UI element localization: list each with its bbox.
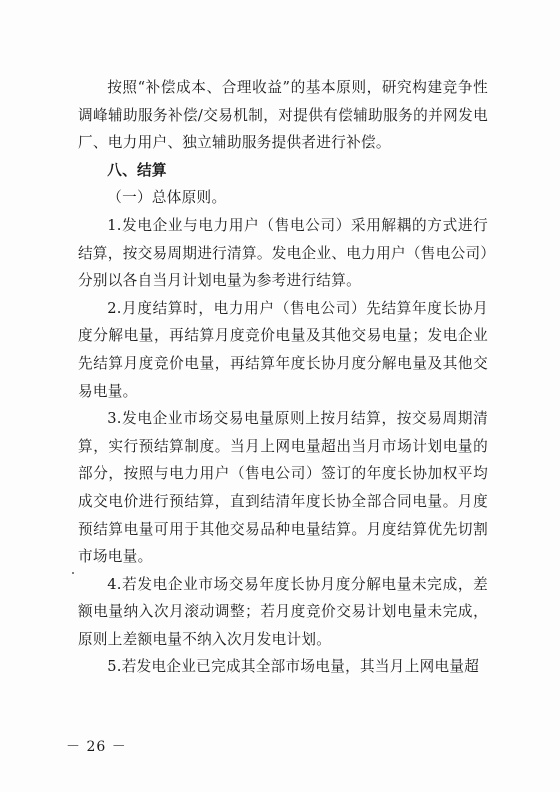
section-heading-settlement: 八、结算 (107, 161, 167, 179)
document-body (78, 74, 488, 681)
paragraph-item-3: 3.发电企业市场交易电量原则上按月结算，按交易周期清算，实行预结算制度。当月上网电量超出当月市场计划电量的部分，按照与电力用户（售电公司）签订的年度长协加权平均成交电价进行预结算，直到结清年度长协全部合同电量。月度预结算电量可用于其他交易品种电量结算。月度结算优先切割市场电量。 (78, 410, 488, 566)
paragraph-item-2: 2.月度结算时，电力用户（售电公司）先结算年度长协月度分解电量，再结算月度竞价电量及其他交易电量；发电企业先结算月度竞价电量，再结算年度长协月度分解电量及其他交易电量。 (78, 299, 488, 400)
page-number: － 26 － (66, 739, 127, 755)
paragraph-item-1: 1.发电企业与电力用户（售电公司）采用解耦的方式进行结算，按交易周期进行清算。发电企业、电力用户（售电公司）分别以各自当月计划电量为参考进行结算。 (78, 216, 488, 290)
paragraph-item-4: 4.若发电企业市场交易年度长协月度分解电量未完成，差额电量纳入次月滚动调整；若月度竞价交易计划电量未完成，原则上差额电量不纳入次月发电计划。 (78, 575, 488, 648)
subsection-heading-general-principles: （一）总体原则。 (107, 189, 227, 207)
paragraph-compensation: 按照“补偿成本、合理收益”的基本原则，研究构建竞争性调峰辅助服务补偿/交易机制，对提供有偿辅助服务的并网发电厂、电力用户、独立辅助服务提供者进行补偿。 (78, 79, 488, 152)
paragraph-item-5: 5.若发电企业已完成其全部市场电量，其当月上网电量超 (107, 658, 480, 676)
scan-speck (72, 572, 74, 574)
